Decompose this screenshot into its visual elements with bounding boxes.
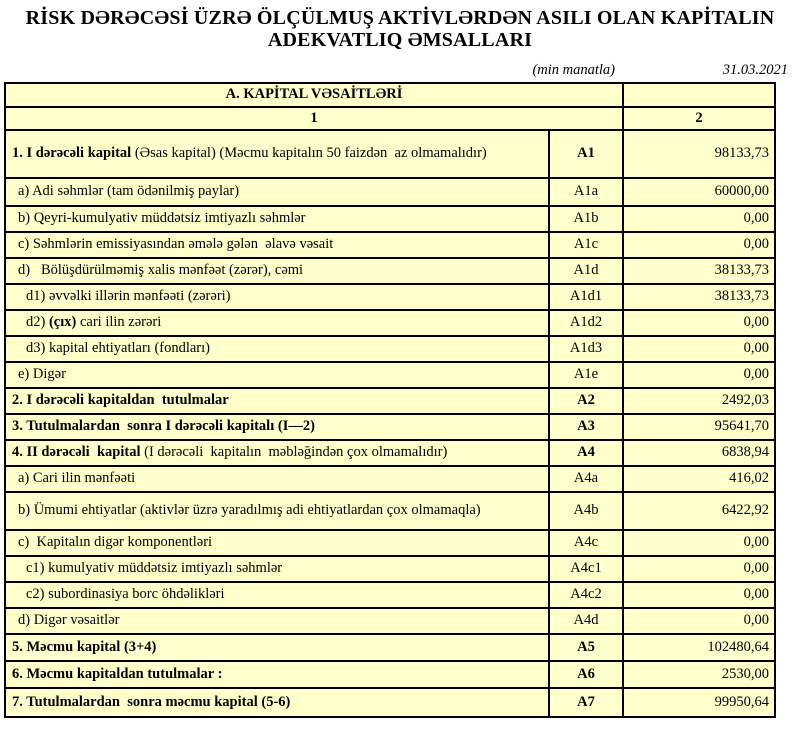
section-header-empty-cell [623, 83, 775, 107]
label-segment: c2) subordinasiya borc öhdəlikləri [26, 586, 225, 603]
table-row-A2 [5, 388, 775, 414]
row-label-cell [5, 530, 549, 556]
row-code-cell: A4c1 [549, 556, 623, 582]
row-code-cell: A1d2 [549, 310, 623, 336]
row-value-cell: 0,00 [623, 608, 775, 634]
label-segment: b) Qeyri-kumulyativ müddətsiz imtiyazlı səhmlər [18, 210, 306, 227]
row-label-cell [5, 492, 549, 530]
table-row-A1c [5, 232, 775, 258]
row-value-cell: 38133,73 [623, 258, 775, 284]
row-code-cell: A1a [549, 178, 623, 206]
row-value-cell: 2530,00 [623, 661, 775, 688]
row-label-cell [5, 634, 549, 661]
row-label-cell [5, 582, 549, 608]
row-value-cell: 0,00 [623, 336, 775, 362]
row-label-cell [5, 284, 549, 310]
label-segment: 2. I dərəcəli kapitaldan tutulmalar [12, 392, 229, 409]
row-value-cell: 2492,03 [623, 388, 775, 414]
label-segment: cari ilin zərəri [76, 314, 162, 331]
row-code-cell: A1e [549, 362, 623, 388]
label-segment: a) Cari ilin mənfəəti [18, 470, 136, 487]
row-code-cell: A4d [549, 608, 623, 634]
row-code-cell: A4b [549, 492, 623, 530]
section-header-cell: A. KAPİTAL VƏSAİTLƏRİ [5, 83, 623, 107]
row-value-cell: 99950,64 [623, 688, 775, 717]
row-code-cell: A1c [549, 232, 623, 258]
column-header-2: 2 [623, 107, 775, 130]
row-code-cell: A1d1 [549, 284, 623, 310]
table-row-A4c [5, 530, 775, 556]
label-segment: b) Ümumi ehtiyatlar (aktivlər üzrə yaradılmış adi ehtiyatlardan çox olmamaqla) [18, 502, 481, 519]
row-label-cell [5, 440, 549, 466]
label-segment: (I dərəcəli kapitalın məbləğindən çox olmamalıdır) [144, 444, 448, 461]
row-value-cell: 0,00 [623, 206, 775, 232]
meta-row [0, 58, 800, 82]
table-row-A3 [5, 414, 775, 440]
table-row-A4c2 [5, 582, 775, 608]
row-code-cell: A4 [549, 440, 623, 466]
table-row-A4a [5, 466, 775, 492]
row-label-cell [5, 556, 549, 582]
label-segment: 3. Tutulmalardan sonra I dərəcəli kapitalı (I—2) [12, 418, 315, 435]
row-label-cell [5, 661, 549, 688]
label-segment: d3) kapital ehtiyatları (fondları) [26, 340, 210, 357]
table-row-A5 [5, 634, 775, 661]
table-row-A1b [5, 206, 775, 232]
row-code-cell: A1b [549, 206, 623, 232]
row-value-cell: 6838,94 [623, 440, 775, 466]
row-label-cell [5, 336, 549, 362]
label-segment: 6. Məcmu kapitaldan tutulmalar : [12, 665, 223, 682]
table-row-A4b [5, 492, 775, 530]
row-value-cell: 0,00 [623, 556, 775, 582]
label-segment: c1) kumulyativ müddətsiz imtiyazlı səhmlər [26, 560, 283, 577]
table-row-A4d [5, 608, 775, 634]
row-code-cell: A3 [549, 414, 623, 440]
page-title [0, 0, 800, 52]
row-label-cell [5, 232, 549, 258]
section-header-row [5, 83, 775, 107]
table-row-A1e [5, 362, 775, 388]
row-label-cell [5, 130, 549, 178]
column-header-1: 1 [5, 107, 623, 130]
label-segment: 7. Tutulmalardan sonra məcmu kapital (5-6) [12, 693, 291, 710]
label-segment: d) Bölüşdürülməmiş xalis mənfəət (zərər), cəmi [18, 262, 304, 279]
table-row-A1 [5, 130, 775, 178]
label-segment: d2) [26, 314, 49, 331]
row-code-cell: A4c2 [549, 582, 623, 608]
row-code-cell: A1 [549, 130, 623, 178]
row-label-cell [5, 362, 549, 388]
table-row-A7 [5, 688, 775, 717]
unit-note: (min manatla) [532, 61, 615, 78]
capital-table [4, 82, 776, 718]
label-segment: d1) əvvəlki illərin mənfəəti (zərəri) [26, 288, 231, 305]
row-label-cell [5, 388, 549, 414]
row-value-cell: 0,00 [623, 310, 775, 336]
report-date: 31.03.2021 [722, 61, 788, 78]
table-row-A1a [5, 178, 775, 206]
capital-table-body [5, 83, 775, 717]
row-label-cell [5, 310, 549, 336]
row-code-cell: A2 [549, 388, 623, 414]
row-code-cell: A4c [549, 530, 623, 556]
table-row-A1d3 [5, 336, 775, 362]
label-segment: 4. II dərəcəli kapital [12, 444, 145, 461]
row-label-cell [5, 688, 549, 717]
row-value-cell: 0,00 [623, 582, 775, 608]
row-code-cell: A4a [549, 466, 623, 492]
row-value-cell: 95641,70 [623, 414, 775, 440]
row-code-cell: A5 [549, 634, 623, 661]
table-row-A1d [5, 258, 775, 284]
label-segment: (Əsas kapital) (Məcmu kapitalın 50 faizdən az olmamalıdır) [134, 145, 487, 162]
row-value-cell: 60000,00 [623, 178, 775, 206]
row-label-cell [5, 466, 549, 492]
label-segment: (çıx) [48, 314, 77, 331]
label-segment: c) Kapitalın digər komponentləri [18, 534, 213, 551]
row-code-cell: A6 [549, 661, 623, 688]
table-row-A4c1 [5, 556, 775, 582]
row-code-cell: A7 [549, 688, 623, 717]
label-segment: 5. Məcmu kapital (3+4) [12, 638, 157, 655]
row-value-cell: 102480,64 [623, 634, 775, 661]
row-code-cell: A1d [549, 258, 623, 284]
label-segment: 1. I dərəcəli kapital [12, 145, 135, 162]
row-label-cell [5, 206, 549, 232]
label-segment: c) Səhmlərin emissiyasından əmələ gələn əlavə vəsait [18, 236, 334, 253]
table-row-A1d2 [5, 310, 775, 336]
label-segment: d) Digər vəsaitlər [18, 612, 120, 629]
table-row-A6 [5, 661, 775, 688]
page-title-line2: ADEKVATLIQ ƏMSALLARI [267, 29, 533, 52]
row-value-cell: 6422,92 [623, 492, 775, 530]
row-value-cell: 98133,73 [623, 130, 775, 178]
table-row-A4 [5, 440, 775, 466]
row-label-cell [5, 608, 549, 634]
row-value-cell: 38133,73 [623, 284, 775, 310]
row-label-cell [5, 414, 549, 440]
row-value-cell: 416,02 [623, 466, 775, 492]
label-segment: e) Digər [18, 366, 66, 383]
row-value-cell: 0,00 [623, 232, 775, 258]
table-row-A1d1 [5, 284, 775, 310]
row-label-cell [5, 258, 549, 284]
label-segment: a) Adi səhmlər (tam ödənilmiş paylar) [18, 183, 240, 200]
row-value-cell: 0,00 [623, 530, 775, 556]
page-title-line1: RİSK DƏRƏCƏSİ ÜZRƏ ÖLÇÜLMUŞ AKTİVLƏRDƏN ASILI OLAN KAPİTALIN [25, 7, 775, 29]
column-header-row [5, 107, 775, 130]
row-code-cell: A1d3 [549, 336, 623, 362]
row-label-cell [5, 178, 549, 206]
row-value-cell: 0,00 [623, 362, 775, 388]
